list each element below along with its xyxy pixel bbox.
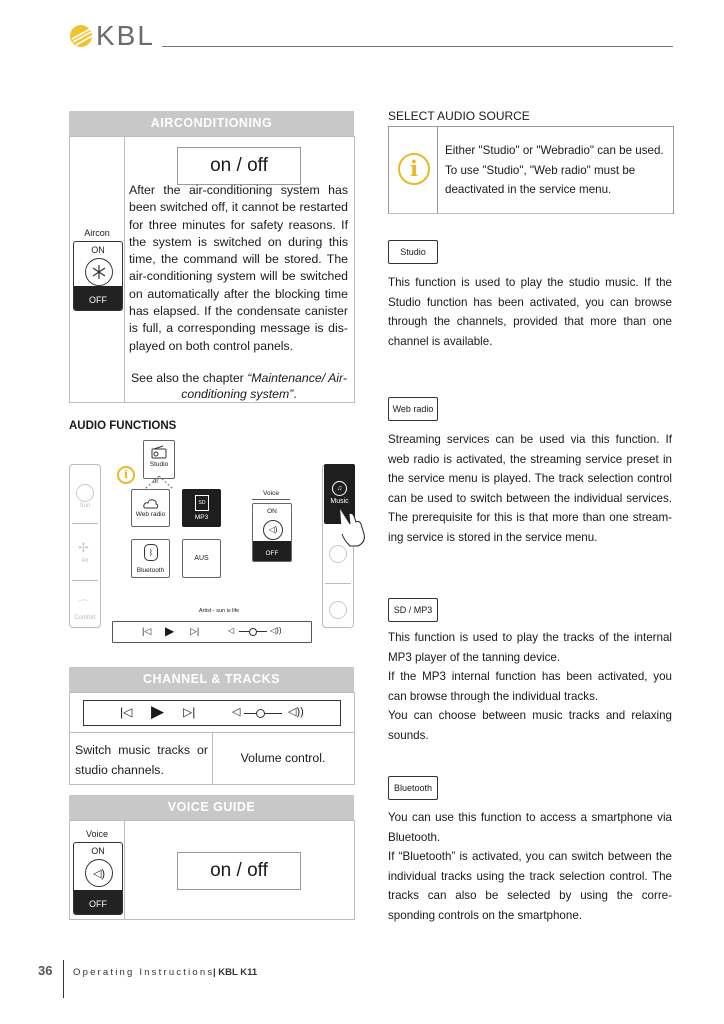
aircon-see-also — [128, 370, 350, 402]
studio-description: This function is used to play the studio music. If the Studio function has been activated, you can browse through the channels, provided that more than one channel is available. — [388, 276, 672, 348]
footer-doc-title: Operating Instructions — [73, 967, 215, 978]
info-icon: i — [398, 153, 430, 185]
comfort-icon: ⌒ — [78, 600, 89, 612]
web-radio-button[interactable] — [131, 489, 170, 527]
channel-panel — [69, 692, 355, 785]
sd-card-icon: SD — [195, 495, 209, 511]
play-icon[interactable]: ▶ — [151, 702, 165, 721]
mini-prev-icon[interactable]: |◁ — [142, 626, 152, 636]
see-also-suffix: . — [293, 387, 297, 401]
air-label: Air — [81, 558, 89, 564]
fan-icon: ✢ — [78, 540, 89, 555]
brand-sun-icon — [68, 23, 94, 49]
info-text: Either "Studio" or "Webradio" can be used. To use "Studio", "Web radio" must be deactivated in the service menu. — [445, 144, 664, 197]
volume-knob[interactable] — [256, 709, 265, 718]
studio-label: Studio — [149, 461, 169, 468]
mini-next-icon[interactable]: ▷| — [190, 626, 200, 636]
info-box — [388, 126, 674, 214]
voice-guide-header: VOICE GUIDE — [69, 795, 354, 820]
prev-track-icon[interactable]: |◁ — [120, 705, 133, 719]
bluetooth-button[interactable] — [131, 539, 170, 578]
voice-toggle[interactable] — [252, 503, 292, 562]
or-connector — [131, 476, 187, 490]
bluetooth-icon: ᛒ — [144, 544, 158, 561]
voice-guide-toggle-off: OFF — [74, 890, 122, 914]
player-bar[interactable] — [83, 700, 341, 726]
mini-volume-high-icon: ◁)) — [270, 626, 282, 635]
mini-player-bar[interactable] — [112, 621, 312, 643]
voice-guide-panel — [69, 820, 355, 920]
info-icon: i — [117, 466, 135, 484]
side-divider — [325, 583, 351, 584]
voice-underline — [252, 499, 290, 500]
volume-high-icon: ◁)) — [288, 706, 304, 718]
ghost-button-icon — [329, 601, 347, 619]
sun-icon — [76, 484, 94, 502]
web-radio-chip: Web radio — [388, 397, 438, 421]
studio-button[interactable] — [143, 440, 175, 479]
speaker-icon: ◁) — [263, 520, 283, 540]
audio-diagram — [69, 436, 355, 648]
volume-low-icon: ◁ — [232, 706, 241, 718]
bluetooth-chip: Bluetooth — [388, 776, 438, 800]
sd-mp3-text-3: You can choose between music tracks and relaxing sounds. — [388, 709, 672, 742]
aircon-toggle-on: ON — [91, 245, 105, 255]
voice-guide-onoff: on / off — [177, 852, 301, 890]
side-divider — [72, 523, 98, 524]
mini-play-icon[interactable]: ▶ — [165, 624, 175, 638]
voice-guide-toggle[interactable] — [73, 842, 123, 915]
cloud-icon — [143, 497, 159, 509]
aircon-header: AIRCONDITIONING — [69, 111, 354, 136]
voice-label: Voice — [263, 490, 279, 497]
page-number: 36 — [38, 963, 53, 978]
header-rule — [162, 46, 673, 47]
side-divider — [72, 580, 98, 581]
info-box-shadow — [388, 213, 672, 214]
speaker-icon: ◁) — [85, 859, 113, 887]
voice-guide-divider — [124, 821, 125, 919]
studio-chip: Studio — [388, 240, 438, 264]
aircon-divider — [124, 137, 125, 402]
info-box-divider — [437, 127, 438, 213]
channel-header: CHANNEL & TRACKS — [69, 667, 354, 692]
voice-guide-label: Voice — [85, 829, 109, 839]
bluetooth-description — [388, 808, 672, 926]
bluetooth-text-1: You can use this function to access a smartphone via Bluetooth. — [388, 811, 672, 844]
bluetooth-label: Bluetooth — [136, 567, 165, 574]
web-radio-description: Streaming services can be used via this function. If web radio is activated, the streaming service preset in the service menu is played. The track selection control can be used to switch between the individual services. The prerequisite for this is that more than one stream-ing service is stored in the service menu. — [388, 433, 672, 544]
aus-button[interactable]: AUS — [182, 539, 221, 578]
bluetooth-text-2: If “Bluetooth” is activated, you can switch between the individual tracks using the track selection control. The tracks can also be selected by using the corre-sponding controls on the smartphone. — [388, 850, 672, 922]
channel-col-divider — [212, 732, 213, 784]
aircon-onoff: on / off — [177, 147, 301, 185]
mp3-label: MP3 — [194, 514, 209, 521]
see-also-ref: “Maintenance/ Air-conditioning system” — [181, 371, 347, 401]
or-label: or — [153, 479, 159, 485]
aircon-panel — [69, 136, 355, 403]
sd-mp3-text-2: If the MP3 internal function has been activated, you can browse through the individual tracks. — [388, 670, 672, 703]
audio-functions-title: AUDIO FUNCTIONS — [69, 420, 177, 432]
volume-control-text: Volume control. — [240, 751, 326, 765]
voice-toggle-on: ON — [267, 508, 277, 515]
radio-icon — [151, 445, 167, 459]
sd-mp3-description — [388, 628, 672, 746]
mini-volume-knob[interactable] — [249, 628, 257, 636]
aircon-label: Aircon — [84, 228, 110, 238]
music-note-icon: ♫ — [332, 481, 347, 496]
mini-volume-low-icon: ◁ — [228, 626, 235, 635]
sd-mp3-chip: SD / MP3 — [388, 598, 438, 622]
sun-label: Sun — [79, 503, 91, 509]
brand-name: KBL — [96, 20, 155, 51]
footer-divider — [63, 960, 64, 998]
pointing-hand-icon — [336, 504, 372, 548]
sd-mp3-text-1: This function is used to play the tracks of the internal MP3 player of the tanning device. — [388, 631, 672, 664]
aircon-toggle-off: OFF — [74, 286, 122, 310]
voice-toggle-off: OFF — [253, 541, 291, 561]
brand-logo — [68, 20, 155, 52]
comfort-label: Comfort — [74, 615, 96, 621]
mp3-button[interactable] — [182, 489, 221, 527]
web-radio-label: Web radio — [135, 511, 166, 518]
artist-label: Artist - sun is life — [198, 608, 240, 614]
aircon-description: After the air-conditioning system has been switched off, it cannot be restarted for three minutes for safety reasons. If the system is switched on during this time, the command will be stored. The air-conditioning system will be switched on automatically after the blocking time has elapsed. If the condensate canister is full, a corresponding message is dis-played on both control panels. — [129, 183, 348, 353]
see-also-prefix: See also the chapter — [130, 371, 248, 385]
switch-tracks-text: Switch music tracks or studio channels. — [75, 743, 208, 777]
voice-guide-toggle-on: ON — [91, 846, 105, 856]
footer-model: | KBL K11 — [213, 967, 258, 978]
next-track-icon[interactable]: ▷| — [183, 705, 196, 719]
left-side-panel — [69, 464, 101, 628]
select-audio-source-title: SELECT AUDIO SOURCE — [388, 109, 530, 123]
snowflake-icon — [85, 258, 113, 286]
music-label: Music — [330, 498, 349, 505]
aircon-toggle[interactable] — [73, 241, 123, 311]
